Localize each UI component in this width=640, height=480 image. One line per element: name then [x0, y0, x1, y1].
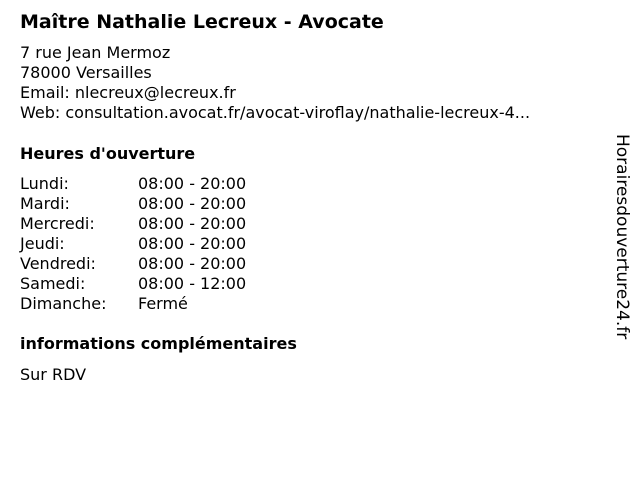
time-range: 08:00 - 12:00: [138, 274, 247, 293]
hours-row-wednesday: [20, 214, 246, 234]
day-label: Dimanche:: [20, 294, 107, 313]
opening-hours-table: [20, 174, 246, 314]
street-address: 7 rue Jean Mermoz: [20, 43, 171, 62]
time-range: 08:00 - 20:00: [138, 254, 247, 273]
time-range: 08:00 - 20:00: [138, 174, 247, 193]
site-watermark: Horairesdouverture24.fr: [612, 134, 632, 340]
page-title: Maître Nathalie Lecreux - Avocate: [20, 11, 384, 33]
hours-row-tuesday: [20, 194, 246, 214]
time-range: Fermé: [138, 294, 188, 313]
time-range: 08:00 - 20:00: [138, 214, 247, 233]
additional-info-heading: informations complémentaires: [20, 334, 297, 353]
hours-row-sunday: [20, 294, 246, 314]
day-label: Mardi:: [20, 194, 70, 213]
city-postcode: 78000 Versailles: [20, 63, 152, 82]
day-label: Lundi:: [20, 174, 69, 193]
hours-row-monday: [20, 174, 246, 194]
hours-row-saturday: [20, 274, 246, 294]
email-line: Email: nlecreux@lecreux.fr: [20, 83, 236, 102]
opening-hours-heading: Heures d'ouverture: [20, 144, 196, 163]
hours-row-friday: [20, 254, 246, 274]
day-label: Vendredi:: [20, 254, 96, 273]
web-line: Web: consultation.avocat.fr/avocat-viroflay/nathalie-lecreux-4...: [20, 103, 531, 122]
time-range: 08:00 - 20:00: [138, 234, 247, 253]
day-label: Mercredi:: [20, 214, 95, 233]
day-label: Samedi:: [20, 274, 86, 293]
additional-info-text: Sur RDV: [20, 365, 87, 384]
time-range: 08:00 - 20:00: [138, 194, 247, 213]
day-label: Jeudi:: [20, 234, 65, 253]
contact-block: [20, 43, 530, 123]
hours-row-thursday: [20, 234, 246, 254]
